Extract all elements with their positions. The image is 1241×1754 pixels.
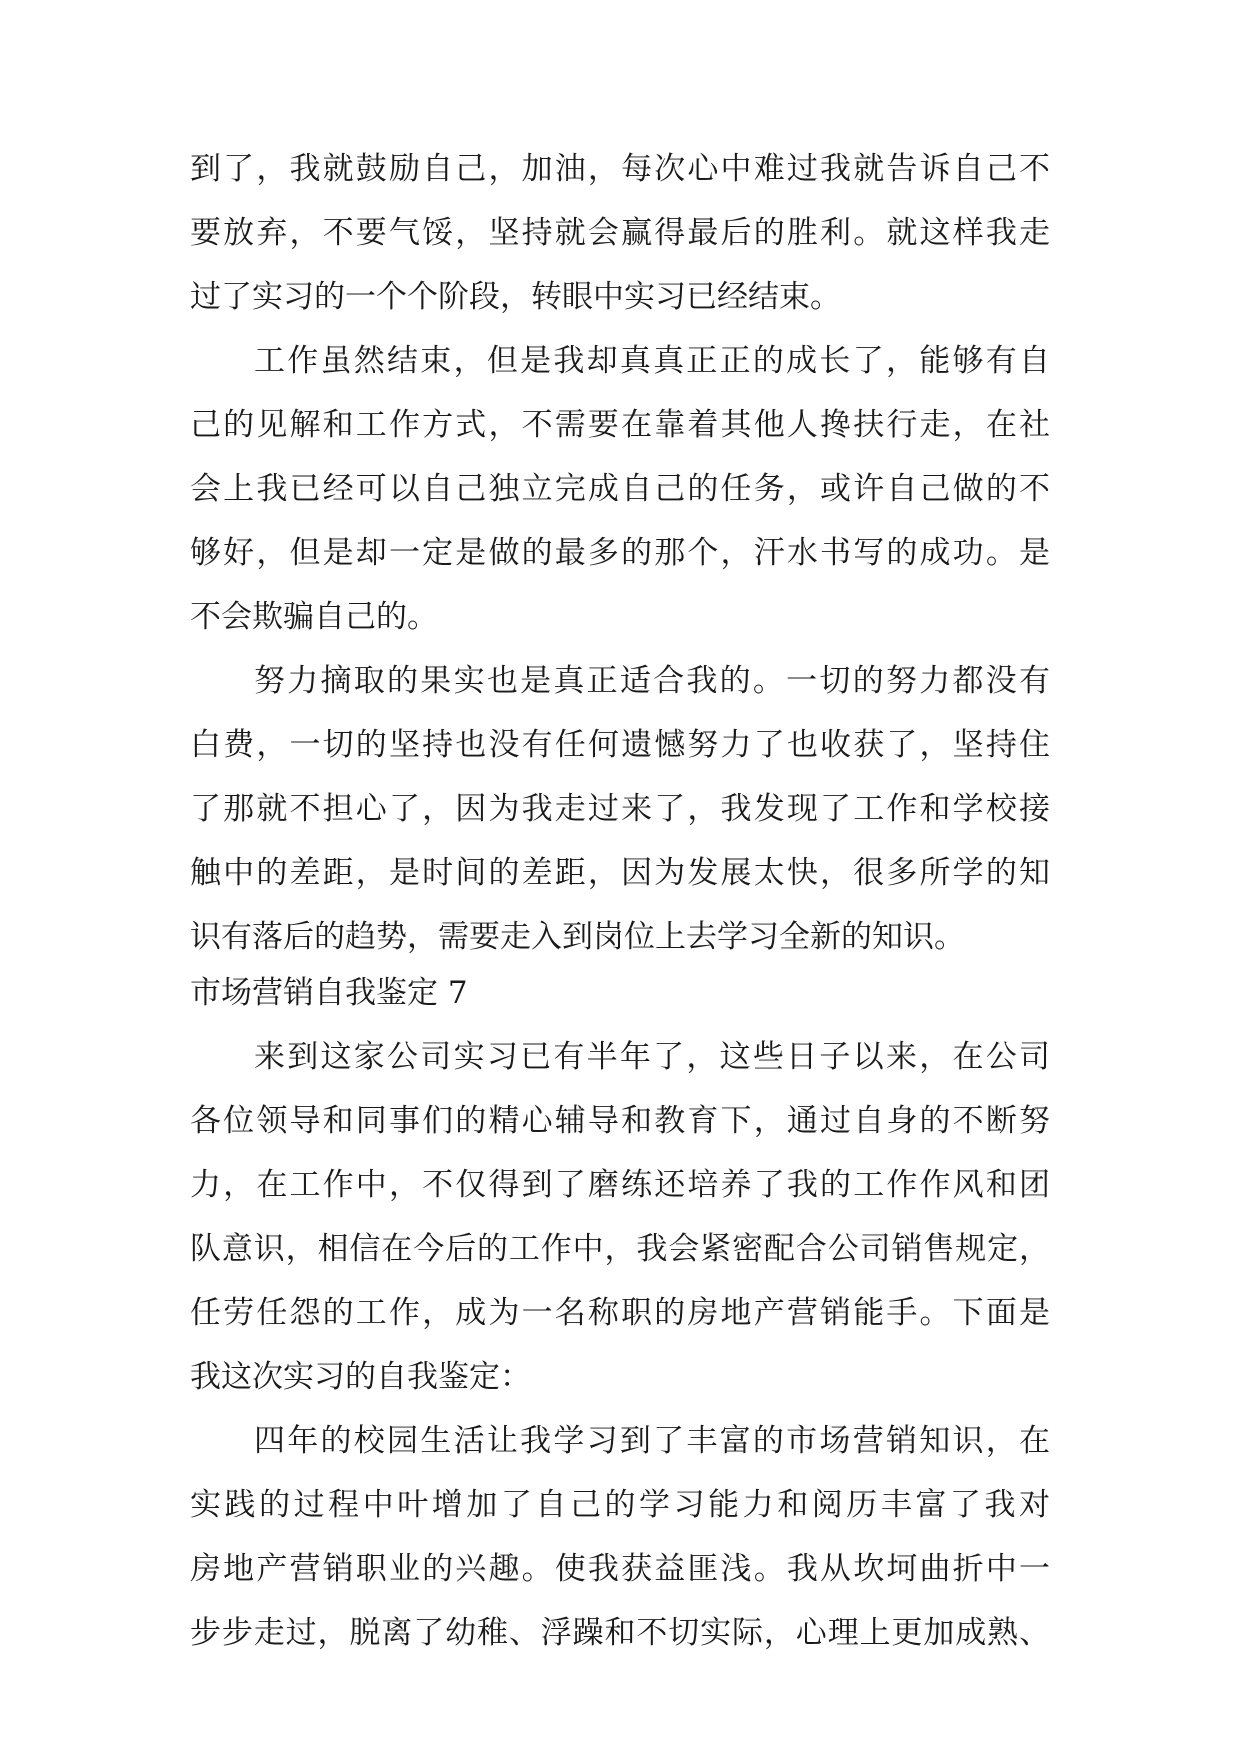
section-heading: 市场营销自我鉴定 7 [190, 975, 468, 1011]
paragraph-line: 不会欺骗自己的。 [190, 599, 438, 635]
paragraph-line: 触中的差距，是时间的差距，因为发展太快，很多所学的知 [190, 855, 1050, 891]
paragraph-line: 会上我已经可以自己独立完成自己的任务，或许自己做的不 [190, 471, 1050, 507]
paragraph-line: 到了，我就鼓励自己，加油，每次心中难过我就告诉自己不 [190, 151, 1050, 187]
paragraph-line: 实践的过程中叶增加了自己的学习能力和阅历丰富了我对 [190, 1487, 1050, 1523]
paragraph-line: 队意识，相信在今后的工作中，我会紧密配合公司销售规定， [190, 1231, 1050, 1267]
paragraph-line: 四年的校园生活让我学习到了丰富的市场营销知识，在 [254, 1423, 1050, 1459]
paragraph-line: 各位领导和同事们的精心辅导和教育下，通过自身的不断努 [190, 1103, 1050, 1139]
paragraph-line: 力，在工作中，不仅得到了磨练还培养了我的工作作风和团 [190, 1167, 1050, 1203]
paragraph-line: 要放弃，不要气馁，坚持就会赢得最后的胜利。就这样我走 [190, 215, 1050, 251]
paragraph-line: 努力摘取的果实也是真正适合我的。一切的努力都没有 [254, 663, 1050, 699]
paragraph-line: 够好，但是却一定是做的最多的那个，汗水书写的成功。是 [190, 535, 1050, 571]
paragraph-line: 任劳任怨的工作，成为一名称职的房地产营销能手。下面是 [190, 1295, 1050, 1331]
paragraph-line: 我这次实习的自我鉴定： [190, 1359, 531, 1395]
paragraph-line: 过了实习的一个个阶段，转眼中实习已经结束。 [190, 279, 841, 315]
paragraph-line: 来到这家公司实习已有半年了，这些日子以来，在公司 [254, 1039, 1050, 1075]
paragraph-line: 房地产营销职业的兴趣。使我获益匪浅。我从坎坷曲折中一 [190, 1551, 1050, 1587]
paragraph-line: 步步走过，脱离了幼稚、浮躁和不切实际，心理上更加成熟、 [190, 1615, 1050, 1651]
paragraph-line: 白费，一切的坚持也没有任何遗憾努力了也收获了，坚持住 [190, 727, 1050, 763]
paragraph-line: 己的见解和工作方式，不需要在靠着其他人搀扶行走，在社 [190, 407, 1050, 443]
paragraph-line: 了那就不担心了，因为我走过来了，我发现了工作和学校接 [190, 791, 1050, 827]
paragraph-line: 识有落后的趋势，需要走入到岗位上去学习全新的知识。 [190, 919, 965, 955]
paragraph-line: 工作虽然结束，但是我却真真正正的成长了，能够有自 [254, 343, 1050, 379]
